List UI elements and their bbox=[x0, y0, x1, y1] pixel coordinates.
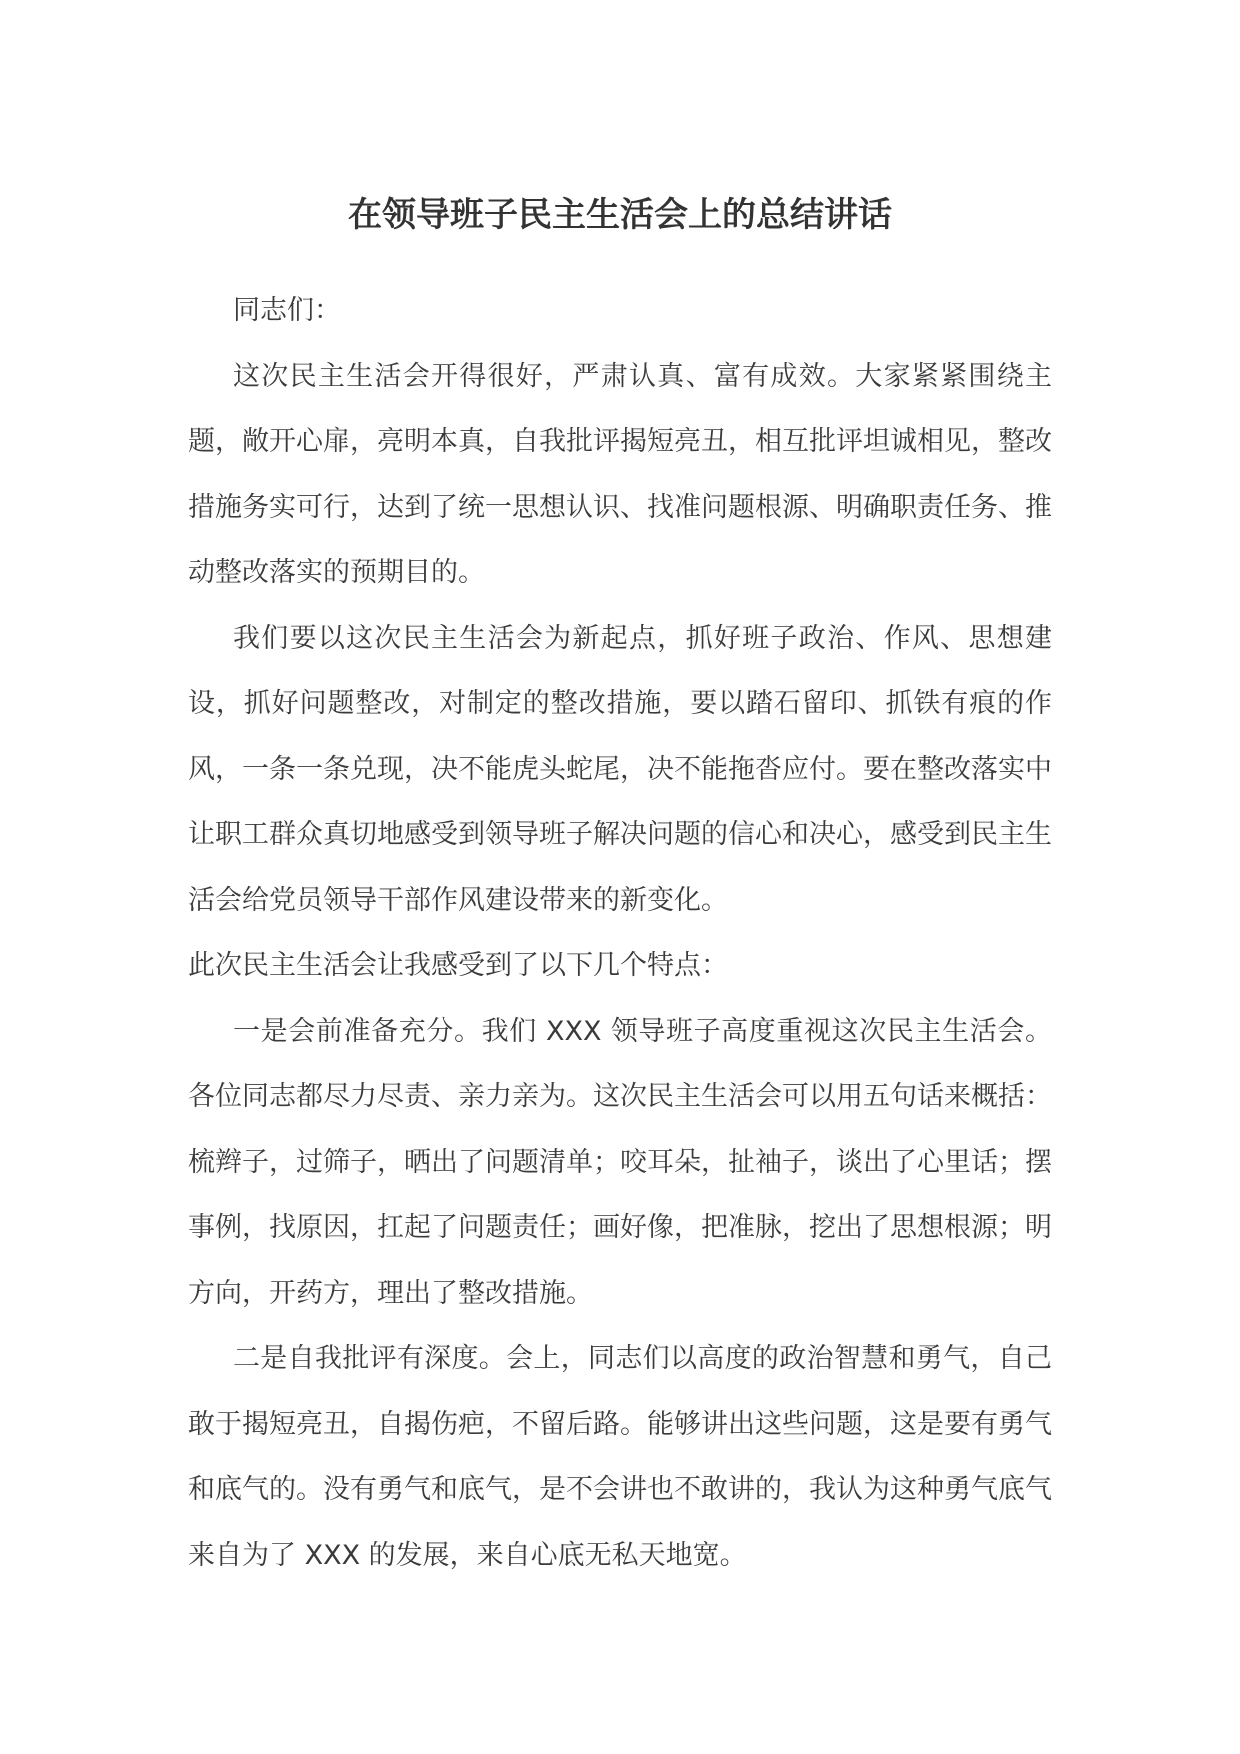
paragraph-3: 此次民主生活会让我感受到了以下几个特点： bbox=[188, 950, 728, 981]
salutation: 同志们： bbox=[233, 295, 341, 326]
paragraph-5: 二是自我批评有深度。会上，同志们以高度的政治智慧和勇气，自己敢于揭短亮丑，自揭伤疤，不留后路。能够讲出这些问题，这是要有勇气和底气的。没有勇气和底气，是不会讲也不敢讲的，我认为这种勇气底气来自为了 XXX 的发展，来自心底无私天地宽。 bbox=[188, 1343, 1052, 1571]
paragraph-4: 一是会前准备充分。我们 XXX 领导班子高度重视这次民主生活会。各位同志都尽力尽责、亲力亲为。这次民主生活会可以用五句话来概括：梳辫子，过筛子，晒出了问题清单；咬耳朵，扯袖子，谈出了心里话；摆事例，找原因，扛起了问题责任；画好像，把准脉，挖出了思想根源；明方向，开药方，理出了整改措施。 bbox=[188, 1015, 1052, 1309]
document-title: 在领导班子民主生活会上的总结讲话 bbox=[348, 195, 892, 235]
paragraph-1: 这次民主生活会开得很好，严肃认真、富有成效。大家紧紧围绕主题，敞开心扉，亮明本真，自我批评揭短亮丑，相互批评坦诚相见，整改措施务实可行，达到了统一思想认识、找准问题根源、明确职责任务、推动整改落实的预期目的。 bbox=[188, 360, 1052, 588]
paragraph-2: 我们要以这次民主生活会为新起点，抓好班子政治、作风、思想建设，抓好问题整改，对制定的整改措施，要以踏石留印、抓铁有痕的作风，一条一条兑现，决不能虎头蛇尾，决不能拖沓应付。要在整改落实中让职工群众真切地感受到领导班子解决问题的信心和决心，感受到民主生活会给党员领导干部作风建设带来的新变化。 bbox=[188, 622, 1052, 916]
document-body bbox=[188, 278, 1052, 1588]
